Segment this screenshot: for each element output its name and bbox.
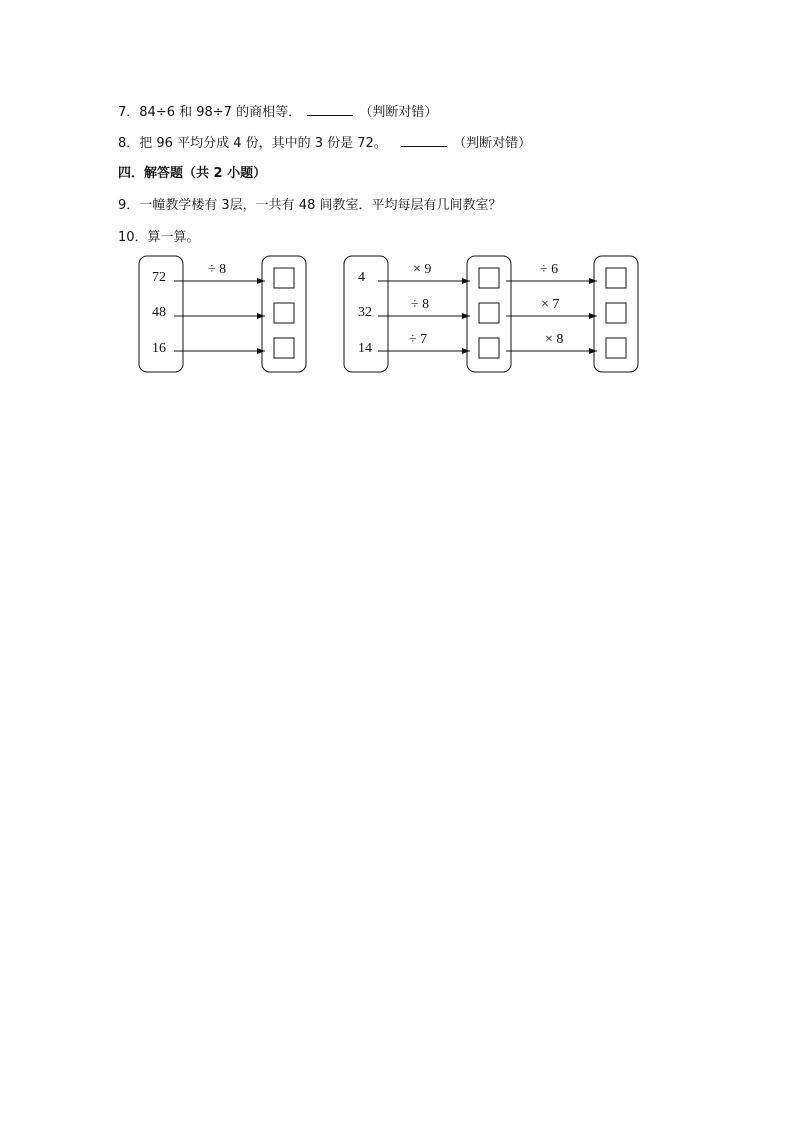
number-2-1: 4 <box>358 270 365 285</box>
diagram-2 <box>344 256 638 372</box>
diagram-1 <box>139 256 306 372</box>
first-op-label-2: ÷ 8 <box>411 297 430 312</box>
first-op-label-3: ÷ 7 <box>409 332 428 347</box>
number-1-1: 72 <box>152 270 166 285</box>
first-op-label-1: × 9 <box>413 262 432 277</box>
section-heading: 四．解答题（共 2 小题） <box>118 166 267 181</box>
question-10: 10．算一算。 <box>118 230 200 245</box>
operation-label-1: ÷ 8 <box>208 262 227 277</box>
answer-box-2a-2[interactable] <box>479 303 499 323</box>
answer-box-2b-2[interactable] <box>606 303 626 323</box>
second-op-label-3: × 8 <box>545 332 564 347</box>
result-column-1 <box>262 256 306 372</box>
number-2-2: 32 <box>358 305 372 320</box>
answer-box-2a-1[interactable] <box>479 268 499 288</box>
question-8-tail: （判断对错） <box>453 136 532 151</box>
second-op-label-1: ÷ 6 <box>540 262 559 277</box>
second-op-label-2: × 7 <box>541 297 560 312</box>
answer-box-2a-3[interactable] <box>479 338 499 358</box>
answer-box-2b-3[interactable] <box>606 338 626 358</box>
answer-box-1-3[interactable] <box>274 338 294 358</box>
answer-box-1-2[interactable] <box>274 303 294 323</box>
number-2-3: 14 <box>358 341 372 356</box>
number-1-2: 48 <box>152 305 166 320</box>
question-8-text: 8．把 96 平均分成 4 份，其中的 3 份是 72。 <box>118 136 387 151</box>
number-1-3: 16 <box>152 341 166 356</box>
calculation-diagram <box>0 0 794 400</box>
question-7-tail: （判断对错） <box>359 105 438 120</box>
question-9: 9．一幢教学楼有 3层，一共有 48 间教室．平均每层有几间教室？ <box>118 198 502 213</box>
result-column-2 <box>594 256 638 372</box>
answer-box-1-1[interactable] <box>274 268 294 288</box>
middle-column-2 <box>467 256 511 372</box>
answer-box-2b-1[interactable] <box>606 268 626 288</box>
question-7-text: 7．84÷6 和 98÷7 的商相等． <box>118 105 302 120</box>
